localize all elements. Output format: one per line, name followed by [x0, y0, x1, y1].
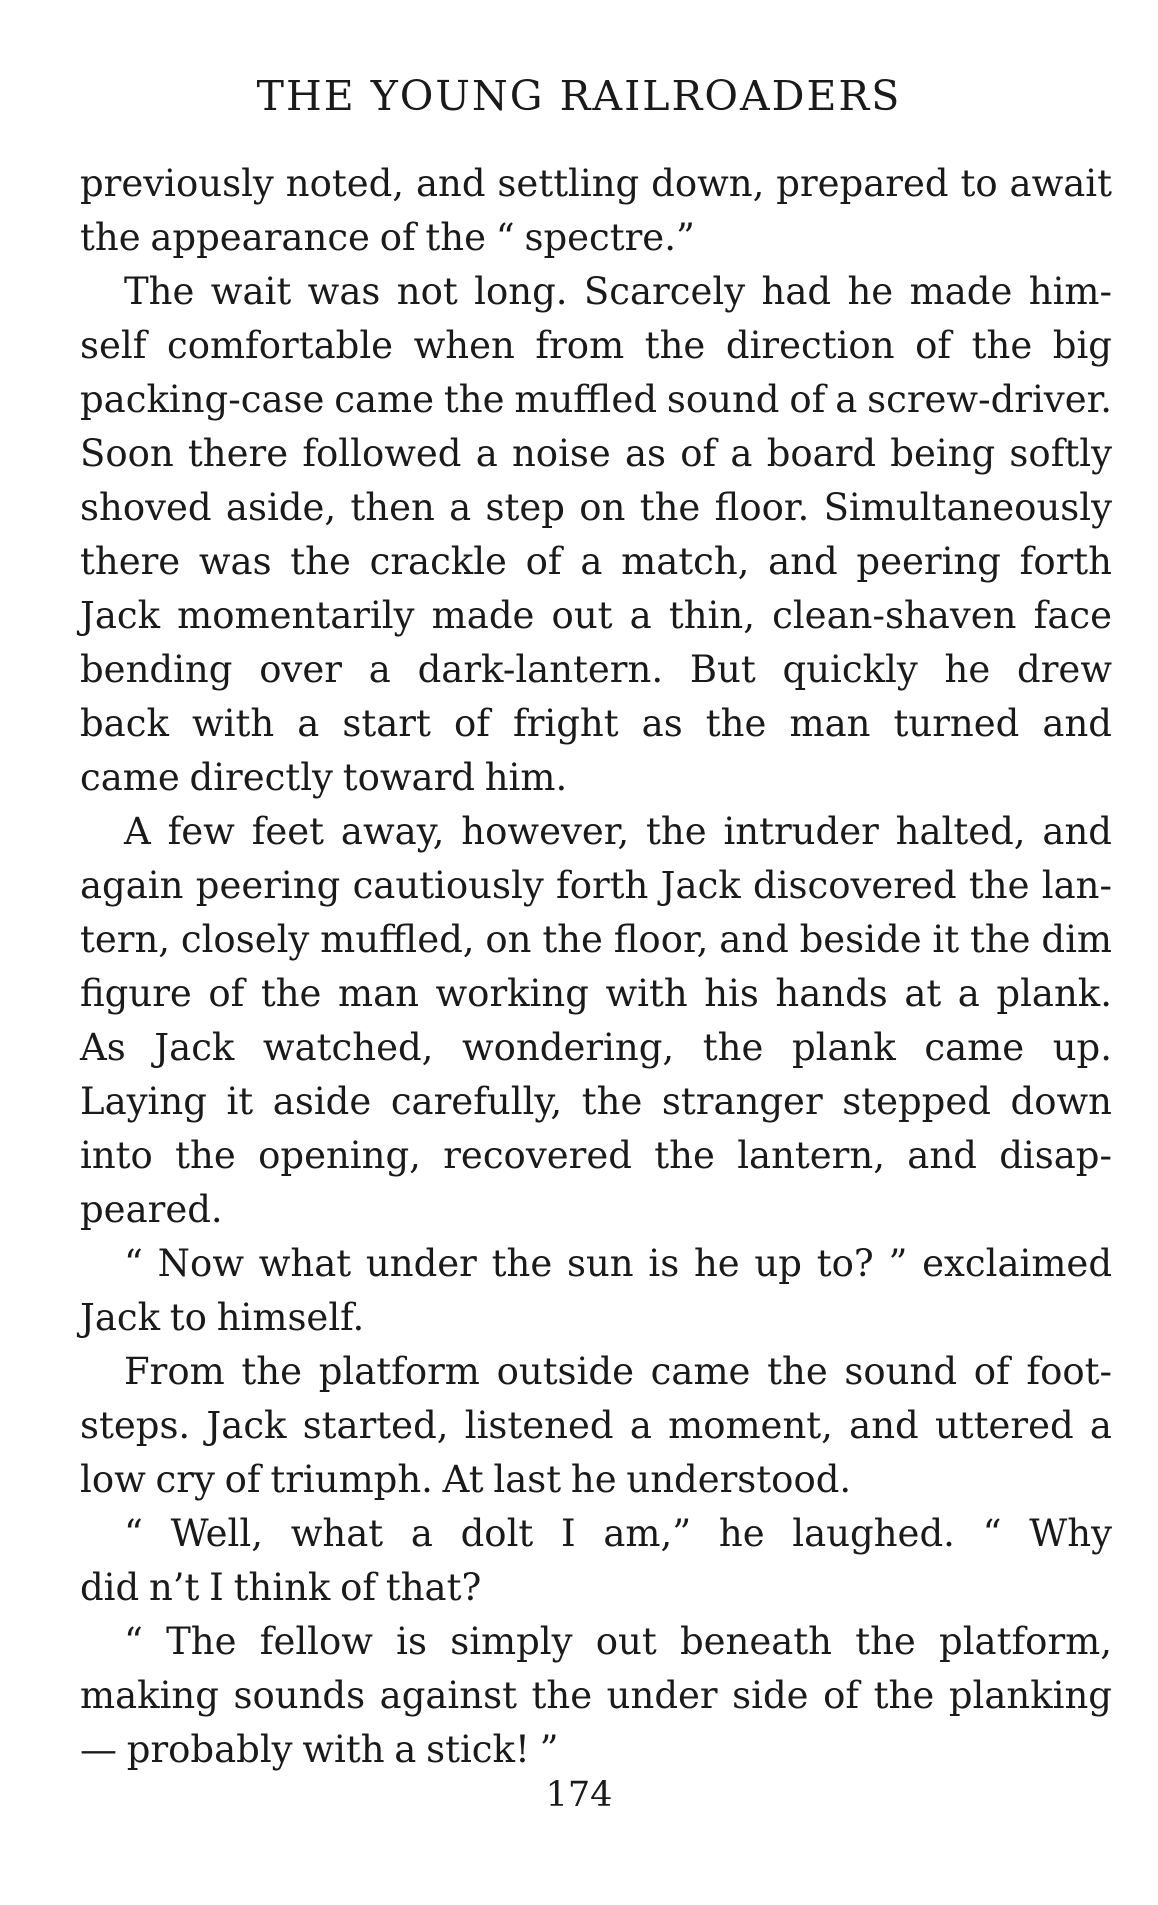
text-line: Jack momentarily made out a thin, clean-shaven face [80, 594, 1112, 637]
text-line: low cry of triumph. At last he understood. [80, 1458, 852, 1501]
text-line: From the platform outside came the sound of foot- [124, 1350, 1112, 1393]
text-line: again peering cautiously forth Jack discovered the lan- [80, 864, 1112, 907]
text-line: Soon there followed a noise as of a board being softly [80, 432, 1112, 475]
text-line: A few feet away, however, the intruder halted, and [124, 810, 1112, 853]
text-line: previously noted, and settling down, prepared to await [80, 162, 1112, 205]
text-line: tern, closely muffled, on the floor, and beside it the dim [80, 918, 1112, 961]
text-line: “ Well, what a dolt I am,” he laughed. “ Why [124, 1512, 1112, 1555]
text-line: steps. Jack started, listened a moment, and uttered a [80, 1404, 1112, 1447]
text-line: peared. [80, 1188, 223, 1231]
page-number: 174 [545, 1775, 613, 1815]
text-line: packing-case came the muffled sound of a screw-driver. [80, 378, 1112, 421]
text-line: did n’t I think of that? [80, 1566, 482, 1609]
text-line: “ Now what under the sun is he up to? ” exclaimed [124, 1242, 1112, 1285]
text-line: As Jack watched, wondering, the plank came up. [80, 1026, 1112, 1069]
text-line: The wait was not long. Scarcely had he made him- [124, 270, 1112, 313]
text-line: shoved aside, then a step on the floor. Simultaneously [80, 486, 1112, 529]
text-line: Laying it aside carefully, the stranger stepped down [80, 1080, 1112, 1123]
text-line: back with a start of fright as the man turned and [80, 702, 1112, 745]
text-line: there was the crackle of a match, and peering forth [80, 540, 1112, 583]
text-line: “ The fellow is simply out beneath the platform, [124, 1620, 1112, 1663]
text-line: came directly toward him. [80, 756, 568, 799]
running-head: THE YOUNG RAILROADERS [256, 72, 902, 120]
text-line: Jack to himself. [80, 1296, 365, 1339]
body-text [80, 157, 1112, 1777]
text-line: self comfortable when from the direction of the big [80, 324, 1112, 367]
text-line: bending over a dark-lantern. But quickly he drew [80, 648, 1112, 691]
text-line: making sounds against the under side of the planking [80, 1674, 1112, 1717]
text-line: — probably with a stick! ” [80, 1728, 559, 1771]
text-line: the appearance of the “ spectre.” [80, 216, 695, 259]
text-line: figure of the man working with his hands at a plank. [80, 972, 1112, 1015]
text-line: into the opening, recovered the lantern, and disap- [80, 1134, 1112, 1177]
